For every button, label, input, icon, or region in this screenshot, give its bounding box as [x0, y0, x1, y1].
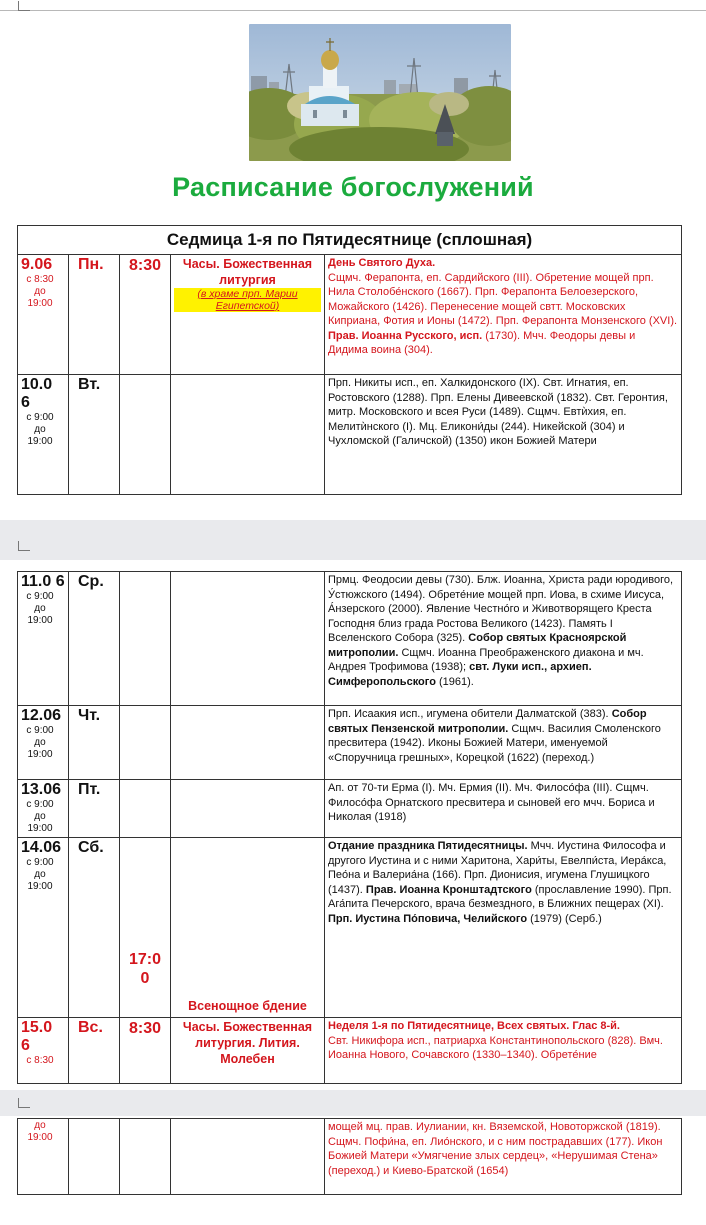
time-to-label: до [34, 424, 46, 435]
page-gap [0, 1090, 706, 1116]
page-corner-mark [18, 1098, 30, 1108]
saints-text-end: Сщмч. Василия Смоленского пресвитера (1942). Иконы Божией Матери, именуемой «Споручница грешных», Корецкой (1622) (переход.) [328, 722, 661, 764]
saints-highlight-2: Прав. Иоанна Кронштадтского [365, 883, 532, 896]
church-photo [249, 24, 511, 161]
weekday: Пт. [78, 781, 101, 798]
time-from: с 9:00 [26, 799, 54, 810]
service-time: 8:30 [128, 257, 162, 274]
weekday-cell [69, 1018, 120, 1084]
weekday-cell [69, 572, 120, 706]
saints-text-continued: мощей мц. прав. Иулиании, кн. Вяземской, Новоторжской (1819). Сщмч. Пофи́на, еп. Лио́нского, и с ним пострадавших (177). Икон Божией Матери «Умягчение злых сердец», «Нерушимая Стена» (переход.) и Киево-Братской (1654) [328, 1121, 663, 1177]
saints-text: Мчч. Иустина Философа и другого Иустина и с ними Харитона, Хари́ты, Евелпи́ста, Иера́кса, Пео́на и Валериа́на (166). Прп. Дионисия, игумена Глушицкого (1437). [328, 840, 667, 896]
page-corner-mark [18, 1, 30, 11]
saints-highlight: Прав. Иоанна Русского, исп. [328, 329, 483, 342]
saints-text-end: (1979) (Серб.) [530, 912, 602, 925]
service-location-note[interactable]: (в храме прп. Марии Египетской) [174, 288, 321, 312]
table-row [18, 572, 682, 706]
saints-text-mid: (прославление 1990). Прп. Ага́пита Печерского, врача безмездного, в Ближних пещерах (XI). [328, 883, 672, 910]
weekday: Пн. [78, 256, 104, 273]
service-time-cell [120, 706, 171, 780]
date-cell [18, 1018, 69, 1084]
schedule-table-page2 [17, 571, 682, 1084]
time-to: 19:00 [27, 1132, 53, 1143]
saints-highlight-2: свт. Луки исп., архиеп. Симферопольского [328, 661, 592, 688]
table-row [18, 255, 682, 375]
page-title: Расписание богослужений [172, 172, 534, 202]
service-time: 17:0 0 [129, 951, 162, 987]
service-cell [171, 255, 325, 375]
time-from: с 8:30 [26, 274, 54, 285]
time-from: с 9:00 [26, 412, 54, 423]
saints-text-end: (1961). [439, 675, 474, 688]
saints-cell [325, 780, 682, 838]
service-time: 8:30 [128, 1020, 162, 1037]
saints-text: Прп. Никиты исп., еп. Халкидонского (IX). Свт. Игнатия, еп. Ростовского (1288). Прп. Елены Дивеевской (1832). Свт. Геронтия, митр. Московского и всея Руси (1489). Сщмч. Евтѝхия, еп. Мелитѝнского (I). Мц. Еликони́ды (244). Никейской (304) и Чухломской (Галичской) (1350) икон Божией Матери [328, 377, 668, 447]
service-time-cell [120, 780, 171, 838]
service-time-cell [120, 375, 171, 495]
time-from: с 9:00 [26, 591, 54, 602]
table-row [18, 1119, 682, 1195]
time-to: 19:00 [27, 298, 53, 309]
date-cell [18, 255, 69, 375]
date: 12.06 [21, 707, 62, 724]
time-from: с 9:00 [26, 857, 54, 868]
time-from: с 8:30 [26, 1055, 54, 1066]
weekday-cell [69, 375, 120, 495]
date: 15.0 6 [21, 1019, 53, 1054]
saints-cell [325, 572, 682, 706]
date-cell [18, 838, 69, 1018]
date: 13.06 [21, 781, 62, 798]
saints-highlight: Отдание праздника Пятидесятницы. [328, 840, 528, 852]
service-cell [171, 1119, 325, 1195]
saints-text-end: (1730). Мчч. Феодоры девы и Дидима воина (304). [328, 329, 636, 356]
table-row [18, 375, 682, 495]
service-cell [171, 375, 325, 495]
time-from: с 9:00 [26, 725, 54, 736]
saints-cell [325, 838, 682, 1018]
date: 9.06 [21, 256, 53, 273]
date-cell [18, 1119, 69, 1195]
service-cell [171, 838, 325, 1018]
weekday-cell [69, 255, 120, 375]
saints-highlight: Собор святых Пензенской митрополии. [328, 708, 647, 735]
week-header: Седмица 1-я по Пятидесятнице (сплошная) [18, 226, 682, 255]
saints-text: Сщмч. Ферапонта, еп. Сардийского (III). Обретение мощей прп. Нила Столобе́нского (1667). Прп. Ферапонта Белоезерского, Можайского (1426). Перенесение мощей свтт. Московских Киприана, Фотия и Ионы (1472). Прп. Ферапонта Монзенского (XVI). [328, 271, 678, 327]
date-cell [18, 780, 69, 838]
weekday: Чт. [78, 707, 101, 724]
service-time-cell [120, 838, 171, 1018]
weekday-cell [69, 1119, 120, 1195]
time-to: 19:00 [27, 749, 53, 760]
saints-cell [325, 706, 682, 780]
time-to: 19:00 [27, 823, 53, 834]
weekday: Ср. [78, 573, 104, 590]
saints-text: Прп. Исаакия исп., игумена обители Далматской (383). [328, 708, 609, 720]
time-to: 19:00 [27, 615, 53, 626]
table-row [18, 780, 682, 838]
time-to-label: до [34, 737, 46, 748]
weekday-cell [69, 780, 120, 838]
page-corner-mark [18, 541, 30, 551]
date-cell [18, 706, 69, 780]
service-time-cell [120, 255, 171, 375]
page-gap [0, 520, 706, 560]
saints-highlight: Собор святых Красноярской митрополии. [328, 632, 627, 659]
service-cell [171, 572, 325, 706]
date: 14.06 [21, 839, 62, 856]
weekday-cell [69, 706, 120, 780]
church-image [249, 24, 511, 161]
weekday: Вт. [78, 376, 101, 393]
service-time-cell [120, 572, 171, 706]
weekday-cell [69, 838, 120, 1018]
week-header-row [18, 226, 682, 255]
service-cell [171, 706, 325, 780]
saints-text: Прмц. Феодосии девы (730). Блж. Иоанна, Христа ради юродивого, У́стюжского (1494). Обрете́ние мощей прп. Иова, в схиме Иисуса, А́нзерского (2000). Явление Честно́го и Животворящего Креста Господня близ града Ростова Великого (1423). Память I Вселенского Собора (325). [328, 574, 674, 644]
schedule-table-page1 [17, 225, 682, 495]
date: 10.0 6 [21, 376, 53, 411]
saints-cell [325, 375, 682, 495]
service-name: Часы. Божественная литургия. Лития. Молебен [182, 1020, 313, 1066]
saints-cell [325, 1119, 682, 1195]
table-row [18, 706, 682, 780]
saints-highlight-3: Прп. Иустина По́повича, Челийского [328, 912, 528, 925]
time-to-label: до [34, 869, 46, 880]
time-to-label: до [34, 603, 46, 614]
service-time-cell [120, 1119, 171, 1195]
service-time-cell [120, 1018, 171, 1084]
service-cell [171, 1018, 325, 1084]
weekday: Вс. [78, 1019, 103, 1036]
time-to: 19:00 [27, 881, 53, 892]
saints-text: Свт. Никифора исп., патриарха Константинопольского (828). Вмч. Иоанна Нового, Сочавского (1330–1340). Обрете́ние [328, 1034, 663, 1061]
time-to-label: до [34, 286, 46, 297]
service-name: Всенощное бдение [188, 999, 307, 1013]
time-to-label: до [34, 1120, 46, 1131]
service-name: Часы. Божественная литургия [182, 257, 313, 287]
table-row [18, 1018, 682, 1084]
weekday: Сб. [78, 839, 104, 856]
page-top-edge [0, 10, 706, 11]
saints-cell [325, 255, 682, 375]
feast-name: Неделя 1-я по Пятидесятнице, Всех святых. Глас 8-й. [328, 1020, 620, 1032]
feast-name: День Святого Духа. [328, 257, 436, 269]
schedule-table-page3 [17, 1118, 682, 1195]
saints-cell [325, 1018, 682, 1084]
time-to-label: до [34, 811, 46, 822]
saints-text-mid: Сщмч. Иоанна Преображенского диакона и мч. Андрея Трофимова (1938); [328, 646, 644, 673]
time-to: 19:00 [27, 436, 53, 447]
date: 11.0 6 [21, 573, 65, 590]
date-cell [18, 375, 69, 495]
table-row [18, 838, 682, 1018]
service-cell [171, 780, 325, 838]
saints-text: Ап. от 70-ти Ерма (I). Мч. Ермия (II). Мч. Филосо́фа (III). Сщмч. Филосо́фа Орнатского пресвитера и сыновей его мчч. Бориса и Николая (1918) [328, 782, 655, 823]
date-cell [18, 572, 69, 706]
